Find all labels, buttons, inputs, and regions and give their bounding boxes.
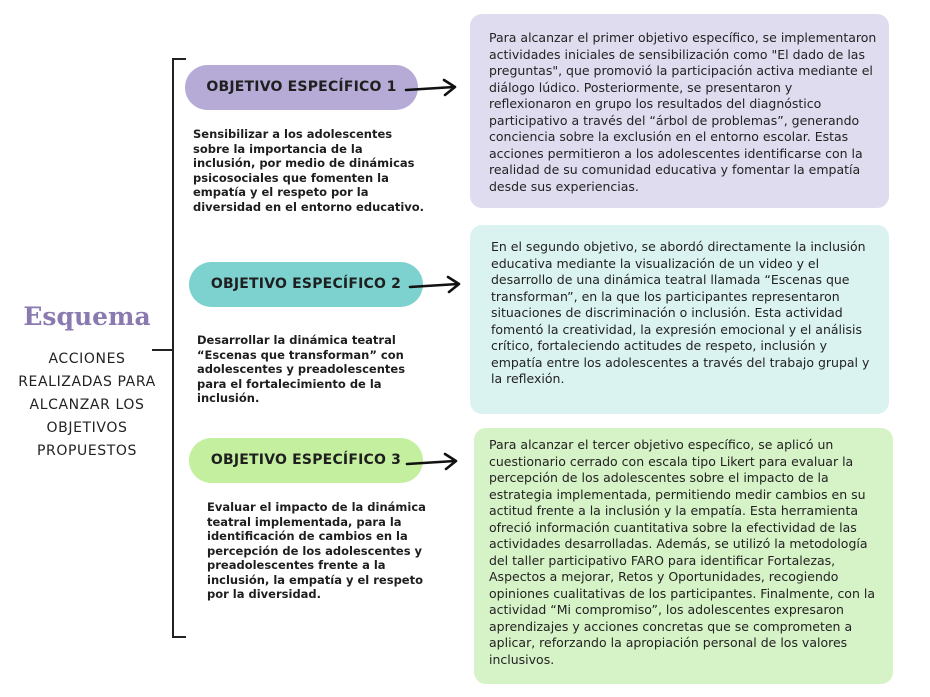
objective-3-description: Evaluar el impacto de la dinámica teatral implementada, para la identificación de cambios en la percepción de los adolescentes y preadolescentes frente a la inclusión, la empatía y el respeto por la diversidad. — [207, 500, 426, 601]
objective-3-pill: OBJETIVO ESPECÍFICO 3 — [189, 438, 423, 483]
objective-2-actions: En el segundo objetivo, se abordó directamente la inclusión educativa mediante la visualización de un video y el desarrollo de una dinámica teatral llamada “Escenas que transforman”, en la que los participantes representaron situaciones de discriminación o inclusión. Esta actividad fomentó la creatividad, la expresión emocional y el análisis crítico, fortaleciendo actitudes de respeto, inclusión y empatía entre los adolescentes a través del trabajo grupal y la reflexión. — [470, 225, 889, 414]
objective-2-pill: OBJETIVO ESPECÍFICO 2 — [189, 262, 423, 307]
objective-1-actions: Para alcanzar el primer objetivo específico, se implementaron actividades iniciales de sensibilización como "El dado de las preguntas", que promovió la participación activa mediante el diálogo lúdico. Posteriormente, se presentaron y reflexionaron en grupo los resultados del diagnóstico participativo a través del “árbol de problemas”, generando conciencia sobre la exclusión en el entorno escolar. Estas acciones permitieron a los adolescentes identificarse con la realidad de su comunidad educativa y fomentar la empatía desde sus experiencias. — [470, 14, 889, 208]
diagram-subtitle: ACCIONES REALIZADAS PARA ALCANZAR LOS OBJETIVOS PROPUESTOS — [18, 351, 156, 459]
objective-1-description: Sensibilizar a los adolescentes sobre la importancia de la inclusión, por medio de dinámicas psicosociales que fomenten la empatía y el respeto por la diversidad en el entorno educativo. — [193, 127, 425, 214]
arrow-right-icon — [408, 275, 462, 295]
diagram-title: Esquema — [23, 302, 151, 331]
objective-1-pill: OBJETIVO ESPECÍFICO 1 — [185, 65, 418, 110]
objective-2-description: Desarrollar la dinámica teatral “Escenas que transforman” con adolescentes y preadolescentes para el fortalecimiento de la inclusión. — [197, 333, 406, 405]
left-bracket — [172, 58, 186, 638]
objective-3-actions: Para alcanzar el tercer objetivo específico, se aplicó un cuestionario cerrado con escala tipo Likert para evaluar la percepción de los adolescentes sobre el impacto de la estrategia implementada, permitiendo medir cambios en su actitud frente a la inclusión y la empatía. Esta herramienta ofreció información cuantitativa sobre la efectividad de las actividades desarrolladas. Además, se utilizó la metodología del taller participativo FARO para identificar Fortalezas, Aspectos a mejorar, Retos y Oportunidades, recogiendo opiniones cualitativas de los participantes. Finalmente, con la actividad “Mi compromiso”, los adolescentes expresaron aprendizajes y acciones concretas que se comprometen a aplicar, reforzando la apropiación personal de los valores inclusivos. — [474, 428, 893, 684]
arrow-right-icon — [404, 78, 458, 98]
arrow-right-icon — [405, 452, 459, 472]
bracket-connector — [152, 349, 173, 351]
